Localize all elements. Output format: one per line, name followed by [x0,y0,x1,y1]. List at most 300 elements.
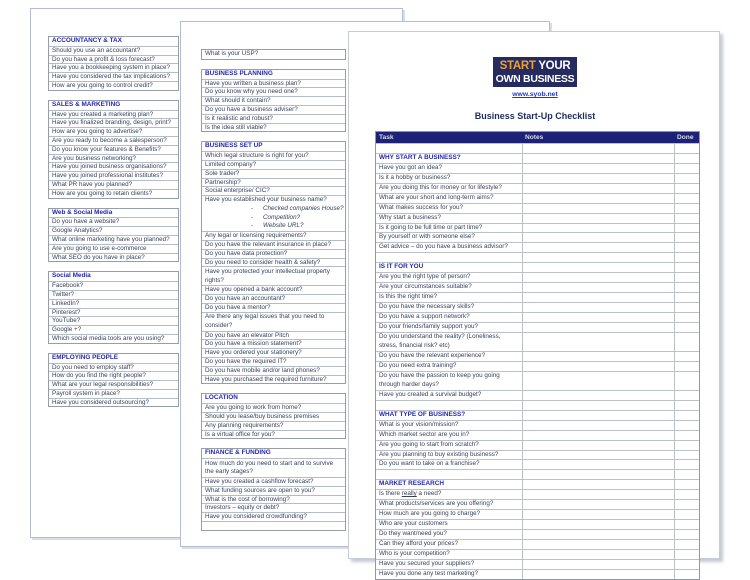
task-text: Is a virtual office for you? [205,430,275,438]
blank-row [376,143,699,153]
column-header-done: Done [677,134,694,141]
task-row [202,348,345,357]
task-row [202,421,345,430]
task-text: Any planning requirements? [205,421,284,429]
task-text: Is the idea still viable? [205,123,267,131]
task-row [202,486,345,495]
sub-item: - Checked companies House? [205,205,345,214]
task-text: Do you have the relevant insurance in place? [205,240,332,248]
task-row [202,294,345,303]
page-title: Business Start-Up Checklist [474,111,596,121]
task-text: Have you considered crowdfunding? [205,513,307,521]
task-text: Sole trader? [205,169,240,177]
task-cell: Is this the right time? [379,293,438,301]
task-text: Have you a bookkeeping system in place? [52,64,170,72]
notes-cell [522,490,674,499]
notes-cell [522,421,674,430]
section-title-row: BUSINESS SET UP [205,142,263,150]
section-header-row [376,479,699,489]
done-cell [674,520,698,529]
task-row [49,110,178,119]
checklist-section-block [48,36,179,91]
done-cell [674,293,698,302]
task-row [202,240,345,249]
task-row [376,322,699,332]
task-row [49,316,178,325]
task-text: Do you have a mission statement? [205,340,302,348]
task-row [49,154,178,163]
task-row [49,325,178,334]
task-row [49,127,178,136]
task-text: Which legal structure is right for you? [205,152,309,160]
task-row [49,55,178,64]
task-row [376,193,699,203]
task-text: Do you know your features & Benefits? [52,145,161,153]
task-text: Google Analytics? [52,227,103,235]
task-row [376,450,699,460]
task-row [49,217,178,226]
task-text: What SEO do you have in place? [52,253,145,261]
done-cell [674,550,698,559]
task-text: How much do you need to start and to survive the early stages? [205,459,334,476]
done-cell [674,323,698,332]
done-cell [674,253,698,262]
task-cell: Who is your competition? [379,549,450,557]
notes-cell [522,550,674,559]
checklist-section-block [48,271,179,343]
blank-row [202,521,345,530]
done-cell [674,184,698,193]
task-row [202,249,345,258]
task-cell: Have you created a survival budget? [379,390,482,398]
task-row [49,235,178,244]
task-row [202,178,345,187]
task-cell: Do you have the passion to keep you going through harder days? [379,372,500,389]
task-row [202,79,345,88]
blank-row [376,252,699,262]
notes-cell [522,194,674,203]
notes-cell [522,293,674,302]
notes-cell [522,372,674,390]
section-title-row: LOCATION [205,394,238,402]
task-cell: Are your circumstances suitable? [379,283,472,291]
section-title-row: ACCOUNTANCY & TAX [52,37,122,44]
page-front-sheet [348,31,720,577]
done-cell [674,391,698,400]
task-row [376,390,699,400]
task-text: Have you established your business name? [205,196,327,204]
done-cell [674,362,698,371]
done-cell [674,460,698,469]
task-row [376,430,699,440]
notes-cell [522,204,674,213]
notes-cell [522,510,674,519]
task-row [202,366,345,375]
notes-cell [522,253,674,262]
task-cell: IS IT FOR YOU [379,263,424,271]
done-cell [674,431,698,440]
task-row [202,503,345,512]
notes-cell [522,460,674,469]
task-text: Are you going to use e-commerce [52,244,147,252]
task-cell: Are you going to start from scratch? [379,440,479,448]
task-row [376,272,699,282]
task-row [202,195,345,231]
task-row [376,282,699,292]
done-cell [674,283,698,292]
task-text: What are your legal responsibilities? [52,381,154,389]
done-cell [674,490,698,499]
task-cell: Do your friends/family support you? [379,322,479,330]
done-cell [674,500,698,509]
task-row [49,189,178,198]
task-text: Do you have the required IT? [205,357,287,365]
notes-cell [522,273,674,282]
task-cell: Do you have a support network? [379,312,470,320]
task-text: What is the cost of borrowing? [205,495,290,503]
section-title-row: BUSINESS PLANNING [205,69,273,77]
task-row [49,180,178,189]
notes-cell [522,441,674,450]
task-row [202,96,345,105]
task-cell: Do they want/need you? [379,530,447,537]
done-cell [674,224,698,233]
task-text: How are you going to advertise? [52,128,143,136]
done-cell [674,570,698,579]
done-cell [674,441,698,450]
task-text: Do you know why you need one? [205,88,298,96]
task-text: What should it contain? [205,97,271,105]
task-cell: Can they afford your prices? [379,539,458,547]
task-cell: Are you doing this for money or for lifestyle? [379,183,502,191]
task-cell [376,470,522,479]
logo-start-word: START [499,60,536,72]
task-row [49,72,178,81]
notes-cell [522,323,674,332]
checklist-section-block [48,100,179,199]
task-text: Do you have a mentor? [205,303,271,311]
task-text: Investors – equity or debt? [205,504,280,512]
task-row [376,351,699,361]
task-row [376,163,699,173]
section-header-row [376,410,699,420]
task-cell: Why start a business? [379,213,441,221]
task-row [376,539,699,549]
notes-cell [522,411,674,420]
task-row [202,339,345,348]
task-cell: MARKET RESEARCH [379,480,444,488]
task-row [49,244,178,253]
task-row [49,308,178,317]
task-row [376,361,699,371]
done-cell [674,470,698,479]
done-cell [674,303,698,312]
notes-cell [522,333,674,351]
task-row [202,160,345,169]
task-text: Any legal or licensing requirements? [205,232,307,240]
task-cell: Have you got an idea? [379,163,443,171]
task-cell: Which market sector are you in? [379,430,470,438]
task-text: Have you finalized branding, design, print? [52,119,172,127]
task-text: LinkedIn? [52,299,80,307]
task-row [202,151,345,160]
notes-cell [522,362,674,371]
left-checklist-table [48,36,179,416]
task-text: Have you protected your intellectual property rights? [205,267,330,284]
task-row [49,118,178,127]
checklist-section-block [201,49,346,60]
task-row [202,50,345,59]
section-header-row [376,153,699,163]
section-title-row: SALES & MARKETING [52,100,121,108]
task-row [202,231,345,240]
task-cell: What products/services are you offering? [379,500,494,508]
notes-cell [522,520,674,529]
done-cell [674,411,698,420]
task-row [49,299,178,308]
task-cell: Do you want to take on a franchise? [379,460,480,468]
notes-cell [522,243,674,252]
task-text: How are you going to retain clients? [52,189,153,197]
section-title-row: Web & Social Media [52,208,113,216]
middle-checklist-table [201,49,346,540]
startup-checklist-table [375,131,700,580]
task-cell: Is there really a need? [379,490,442,498]
notes-cell [522,164,674,173]
task-text: Is it realistic and robust? [205,114,273,122]
notes-cell [522,174,674,183]
done-cell [674,510,698,519]
task-cell: Do you need extra training? [379,361,457,369]
task-row [376,509,699,519]
task-cell: Do you understand the reality? (Loneliness, stress, financial risk? etc) [379,333,501,350]
checklist-section-block [48,208,179,263]
sub-item: - Competition? [205,214,345,223]
task-text: Have you ordered your stationery? [205,349,302,357]
task-row [376,559,699,569]
done-cell [674,530,698,539]
task-text: Have you purchased the required furniture? [205,375,327,383]
notes-cell [522,352,674,361]
task-row [49,334,178,343]
task-row [49,63,178,72]
checklist-section-block [201,393,346,439]
blank-row [376,400,699,410]
done-cell [674,263,698,272]
notes-cell [522,283,674,292]
task-row [202,266,345,285]
task-text: Are you business networking? [52,154,137,162]
done-cell [674,372,698,390]
task-row [49,171,178,180]
task-cell: By yourself or with someone else? [379,233,475,241]
task-cell: Do you have the relevant experience? [379,351,486,359]
task-row [202,186,345,195]
task-row [376,440,699,450]
checklist-section-block [48,353,179,408]
checklist-section-block [201,448,346,530]
notes-cell [522,401,674,410]
task-row [376,549,699,559]
done-cell [674,233,698,242]
task-text: How are you going to control credit? [52,81,153,89]
task-text: Have you joined professional institutes? [52,172,163,180]
checklist-section-block [201,141,346,384]
task-text: Do you have an elevator Pitch [205,331,290,339]
task-row [49,281,178,290]
task-text: Are you going to work from home? [205,404,302,412]
task-cell: Have you secured your suppliers? [379,559,475,567]
notes-cell [522,530,674,539]
task-row [376,489,699,499]
notes-cell [522,560,674,569]
notes-cell [522,263,674,272]
logo-line1 [500,60,571,72]
task-text: Have you considered outsourcing? [52,398,149,406]
task-text: Limited company? [205,160,257,168]
task-text: Have you joined business organisations? [52,163,167,171]
task-cell: Get advice – do you have a business advisor? [379,243,508,251]
done-cell [674,214,698,223]
task-row [202,375,345,384]
task-text: Have you considered the tax implications? [52,73,170,81]
notes-cell [522,431,674,440]
task-row [376,223,699,233]
task-row [202,312,345,331]
task-text: What funding sources are open to you? [205,486,315,494]
done-cell [674,451,698,460]
notes-cell [522,480,674,489]
task-row [49,253,178,262]
notes-cell [522,313,674,322]
task-text: How do you find the right people? [52,372,146,380]
done-cell [674,401,698,410]
table-header-row [376,132,699,143]
task-row [49,380,178,389]
task-text: Payroll system in place? [52,389,120,397]
task-row [49,46,178,55]
task-cell: What are your short and long-term aims? [379,193,494,201]
website-link[interactable]: www.syob.net [512,91,558,98]
task-cell: Have you done any test marketing? [379,569,479,577]
task-row [49,226,178,235]
done-cell [674,480,698,489]
task-cell [376,144,522,153]
task-row [376,292,699,302]
task-row [376,332,699,351]
task-row [202,87,345,96]
task-cell: Are you planning to buy existing business? [379,450,499,458]
task-cell: Is it a hobby or business? [379,173,451,181]
notes-cell [522,233,674,242]
column-header-task: Task [379,134,394,141]
logo-your-word: YOUR [538,60,571,72]
task-row [202,477,345,486]
task-text: Facebook? [52,282,84,290]
task-row [49,145,178,154]
task-row [202,105,345,114]
task-row [376,569,699,579]
task-row [202,412,345,421]
section-title-row: Social Media [52,272,91,280]
task-text: Which social media tools are you using? [52,334,165,342]
task-text: Are there any legal issues that you need to consider? [205,313,325,329]
task-text: Google +? [52,326,82,334]
done-cell [674,194,698,203]
task-row [49,162,178,171]
task-text: Do you have a business adviser? [205,105,298,113]
task-row [49,398,178,407]
done-cell [674,540,698,549]
task-row [202,123,345,132]
task-text: Should you use an accountant? [52,46,141,54]
task-text: Do you need to consider health & safety? [205,258,321,266]
task-row [376,459,699,469]
task-row [49,363,178,372]
task-row [376,213,699,223]
task-row [49,389,178,398]
task-row [376,183,699,193]
task-row [202,114,345,123]
task-text: What is your USP? [205,50,259,57]
task-text: Do you need to employ staff? [52,363,134,371]
done-cell [674,352,698,361]
task-text: Twitter? [52,290,75,298]
task-row [376,529,699,539]
notes-cell [522,540,674,549]
task-row [202,285,345,294]
section-header-row [376,262,699,272]
task-row [376,499,699,509]
done-cell [674,204,698,213]
task-text: Do you have a profit & loss forecast? [52,55,155,63]
task-text: Do you have a website? [52,218,120,226]
task-text: Do you have data protection? [205,249,288,257]
task-row [49,81,178,90]
task-row [376,519,699,529]
section-title-row: EMPLOYING PEOPLE [52,353,119,361]
done-cell [674,243,698,252]
done-cell [674,154,698,163]
task-row [376,173,699,183]
column-header-notes: Notes [525,134,544,141]
task-text: Have you written a business plan? [205,79,301,87]
task-text: Have you created a cashflow forecast? [205,478,314,485]
task-row [202,430,345,439]
task-row [49,371,178,380]
task-row [376,312,699,322]
task-cell [376,401,522,410]
task-cell: Do you have the necessary skills? [379,303,475,310]
task-text: What online marketing have you planned? [52,235,170,243]
task-cell: Is it going to be full time or part time? [379,223,483,231]
done-cell [674,421,698,430]
task-text: Have you opened a bank account? [205,286,303,294]
task-text: Social enterprise/ CIC? [205,187,270,195]
task-text: Are you ready to become a salesperson? [52,136,167,144]
task-text: Do you have mobile and/or land phones? [205,366,320,374]
blank-row [376,469,699,479]
task-cell: Who are your customers [379,520,448,528]
task-row [376,203,699,213]
task-row [49,290,178,299]
notes-cell [522,451,674,460]
task-row [376,242,699,252]
notes-cell [522,214,674,223]
task-row [202,258,345,267]
task-row [376,420,699,430]
notes-cell [522,470,674,479]
